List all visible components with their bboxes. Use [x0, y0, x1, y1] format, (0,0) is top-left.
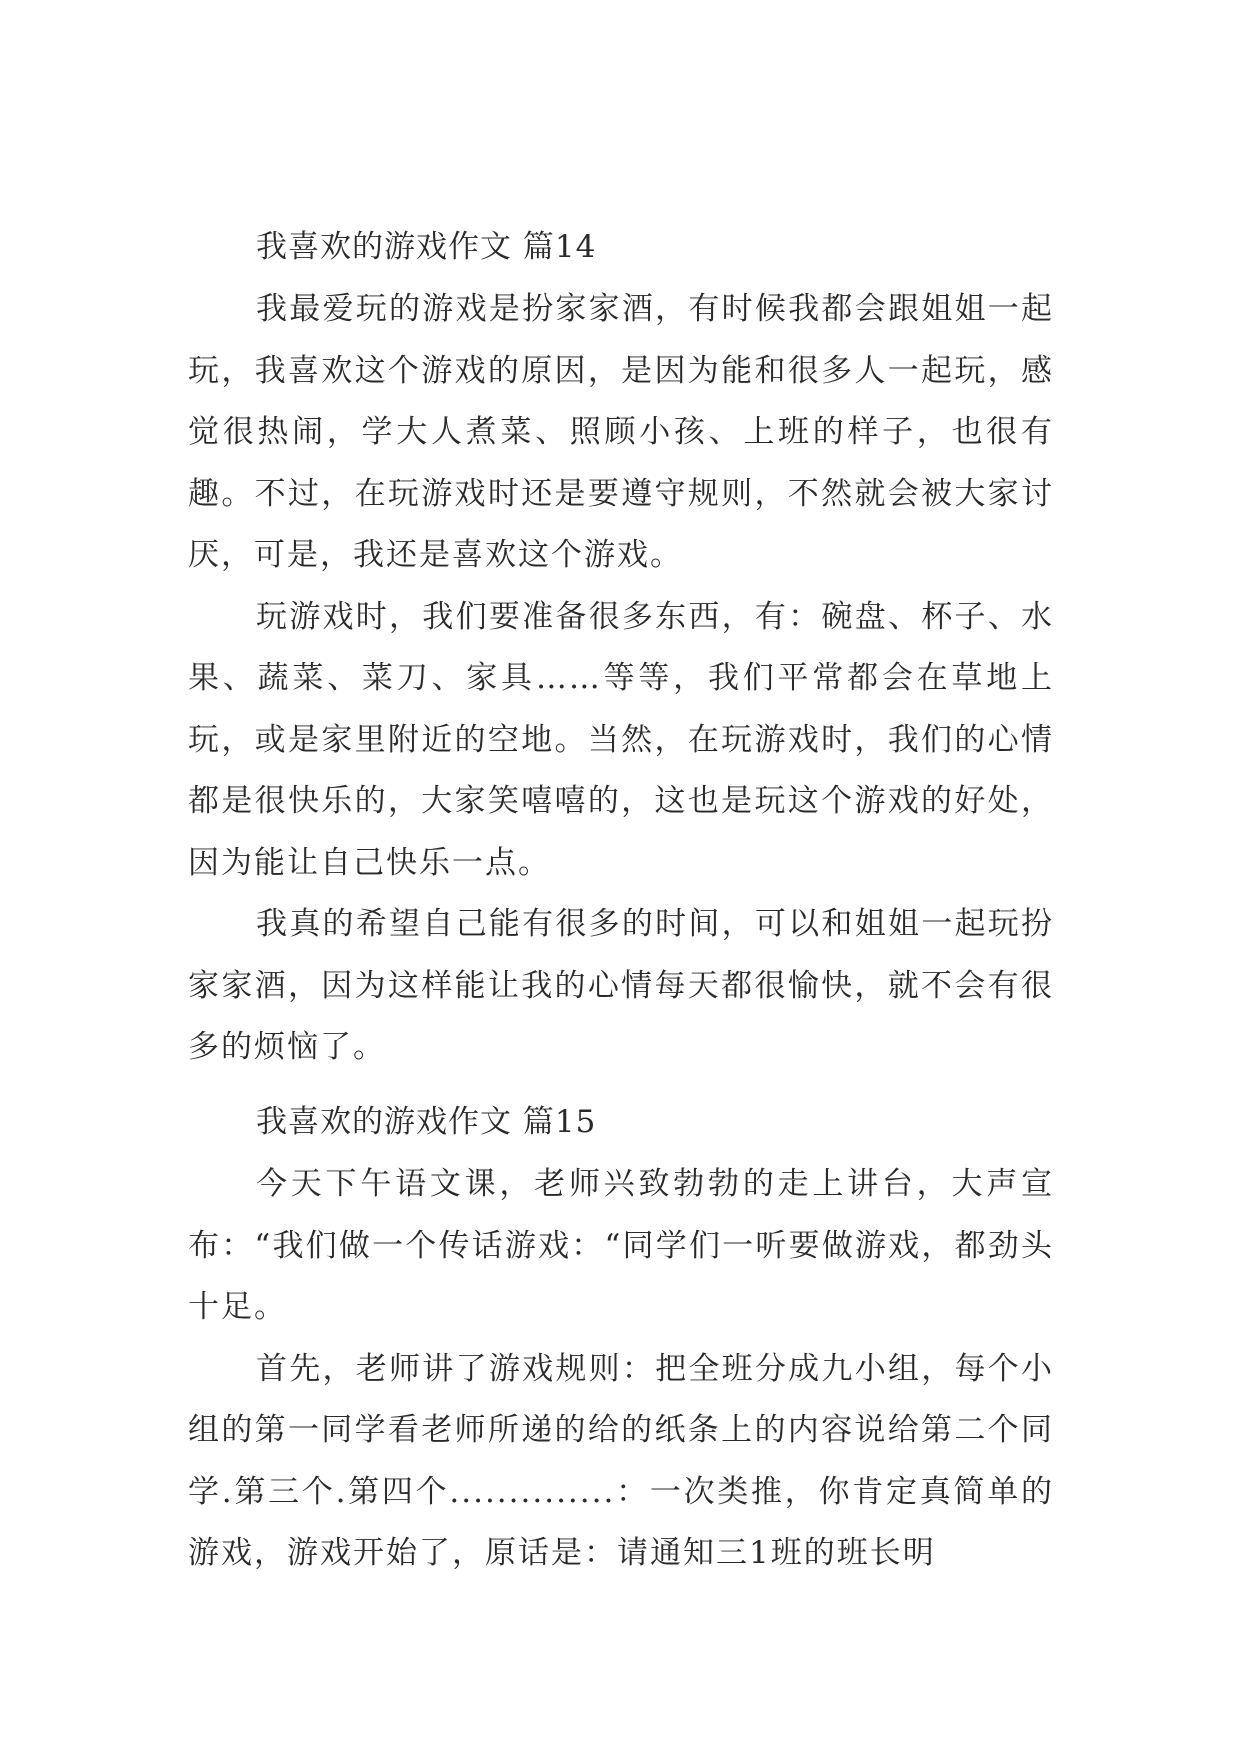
paragraph: 我最爱玩的游戏是扮家家酒，有时候我都会跟姐姐一起玩，我喜欢这个游戏的原因，是因为能和很多人一起玩，感觉很热闹，学大人煮菜、照顾小孩、上班的样子，也很有趣。不过，在玩游戏时还是要遵守规则，不然就会被大家讨厌，可是，我还是喜欢这个游戏。 [188, 291, 1054, 573]
section-heading: 我喜欢的游戏作文 篇14 [256, 229, 597, 265]
essay-section-15 [188, 1090, 1054, 1585]
paragraph: 今天下午语文课，老师兴致勃勃的走上讲台，大声宣布：“我们做一个传话游戏：“同学们一听要做游戏，都劲头十足。 [188, 1166, 1054, 1325]
paragraph: 我真的希望自己能有很多的时间，可以和姐姐一起玩扮家家酒，因为这样能让我的心情每天都很愉快，就不会有很多的烦恼了。 [188, 906, 1054, 1065]
essay-section-14 [188, 215, 1054, 1079]
paragraph: 玩游戏时，我们要准备很多东西，有：碗盘、杯子、水果、蔬菜、菜刀、家具……等等，我们平常都会在草地上玩，或是家里附近的空地。当然，在玩游戏时，我们的心情都是很快乐的，大家笑嘻嘻的，这也是玩这个游戏的好处，因为能让自己快乐一点。 [188, 598, 1054, 881]
paragraph: 首先，老师讲了游戏规则：把全班分成九小组，每个小组的第一同学看老师所递的给的纸条上的内容说给第二个同学.第三个.第四个..............：一次类推，你肯定真简单的游戏，游戏开始了，原话是：请通知三1班的班长明 [188, 1350, 1054, 1571]
section-heading: 我喜欢的游戏作文 篇15 [256, 1104, 597, 1140]
